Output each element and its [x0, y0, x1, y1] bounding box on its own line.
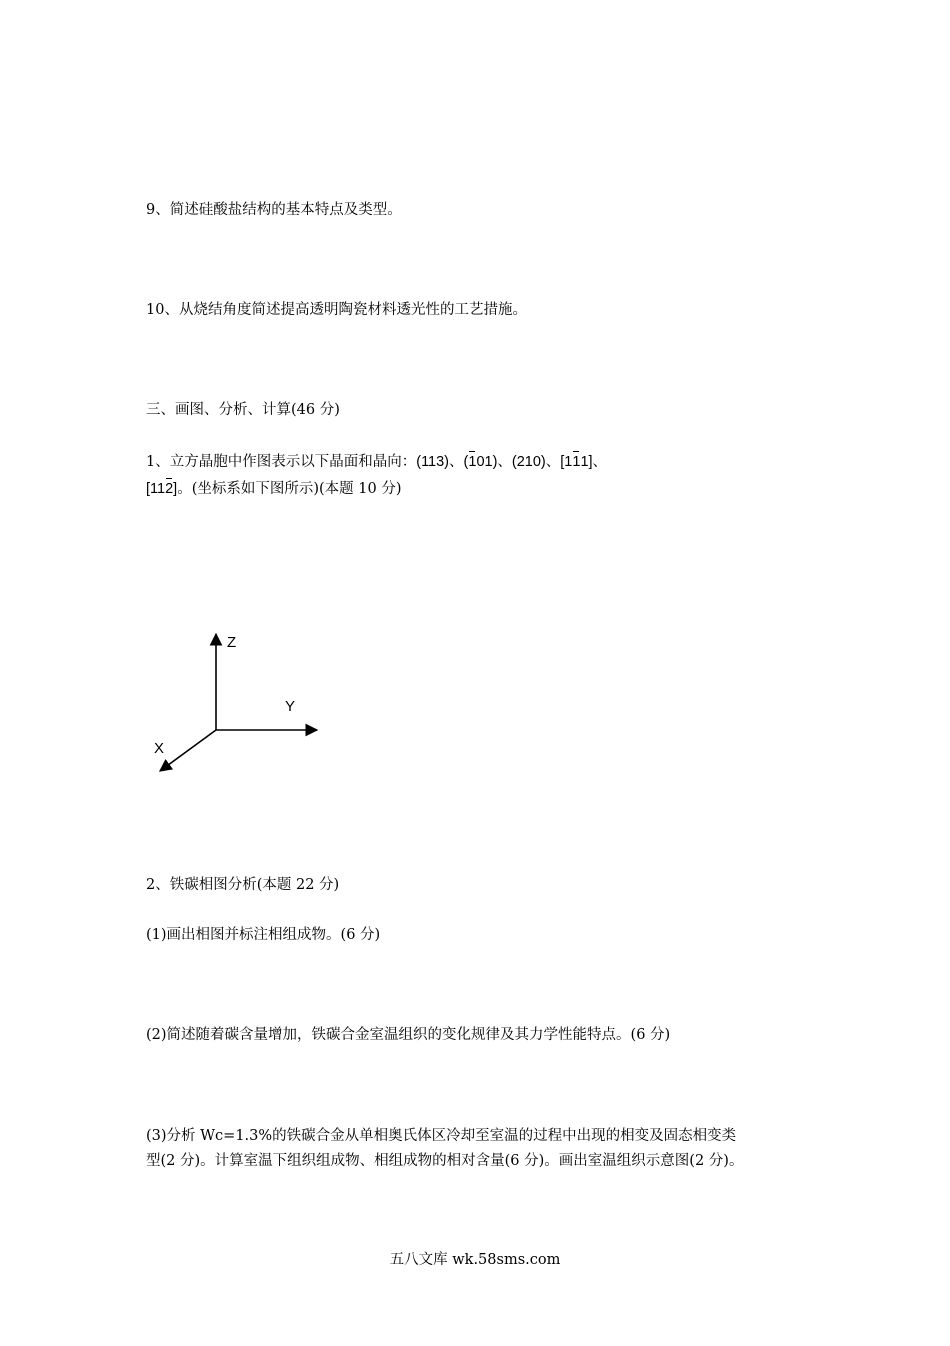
plane-210: (210): [511, 454, 546, 470]
question-1-prefix: 1、立方晶胞中作图表示以下晶面和晶向：: [146, 454, 417, 470]
plane-minus1-01: (101): [463, 454, 498, 470]
question-9: 9、简述硅酸盐结构的基本特点及类型。: [146, 202, 402, 218]
overbar-digit: 1: [468, 454, 477, 470]
direction-1-minus1-1: [111]: [560, 454, 593, 470]
overbar-digit: 2: [165, 481, 174, 497]
overbar-digit: 1: [572, 454, 581, 470]
section-3-question-1-line-2: [146, 479, 402, 499]
separator: 、: [497, 454, 512, 470]
question-1-note: 。(坐标系如下图所示)(本题 10 分): [177, 481, 402, 497]
y-axis-label: Y: [285, 698, 296, 715]
question-2-part-3-line-2: 型(2 分)。计算室温下组织组成物、相组成物的相对含量(6 分)。画出室温组织示意图(2 分)。: [146, 1153, 744, 1169]
question-2-part-1: (1)画出相图并标注相组成物。(6 分): [146, 927, 381, 943]
plane-113: (113): [416, 454, 450, 470]
x-axis-label: X: [154, 740, 165, 757]
section-3-question-1-line-1: [146, 452, 607, 472]
page-footer: 五八文库 wk.58sms.com: [389, 1252, 561, 1268]
question-2-part-3-line-1: (3)分析 Wc=1.3%的铁碳合金从单相奥氏体区冷却至室温的过程中出现的相变及固态相变类: [146, 1128, 737, 1144]
separator: 、: [545, 454, 561, 470]
section-3-heading: 三、画图、分析、计算(46 分): [146, 402, 340, 418]
coordinate-axes-diagram: [145, 625, 335, 785]
question-2-part-2: (2)简述随着碳含量增加，铁碳合金室温组织的变化规律及其力学性能特点。(6 分): [146, 1027, 671, 1043]
separator: 、: [592, 454, 608, 470]
z-axis-label: Z: [227, 634, 237, 651]
section-3-question-2-title: 2、铁碳相图分析(本题 22 分): [146, 877, 340, 893]
x-axis: [160, 730, 216, 771]
separator: 、: [449, 454, 464, 470]
question-10: 10、从烧结角度简述提高透明陶瓷材料透光性的工艺措施。: [146, 302, 527, 318]
direction-11-minus2: [112]: [146, 481, 178, 497]
